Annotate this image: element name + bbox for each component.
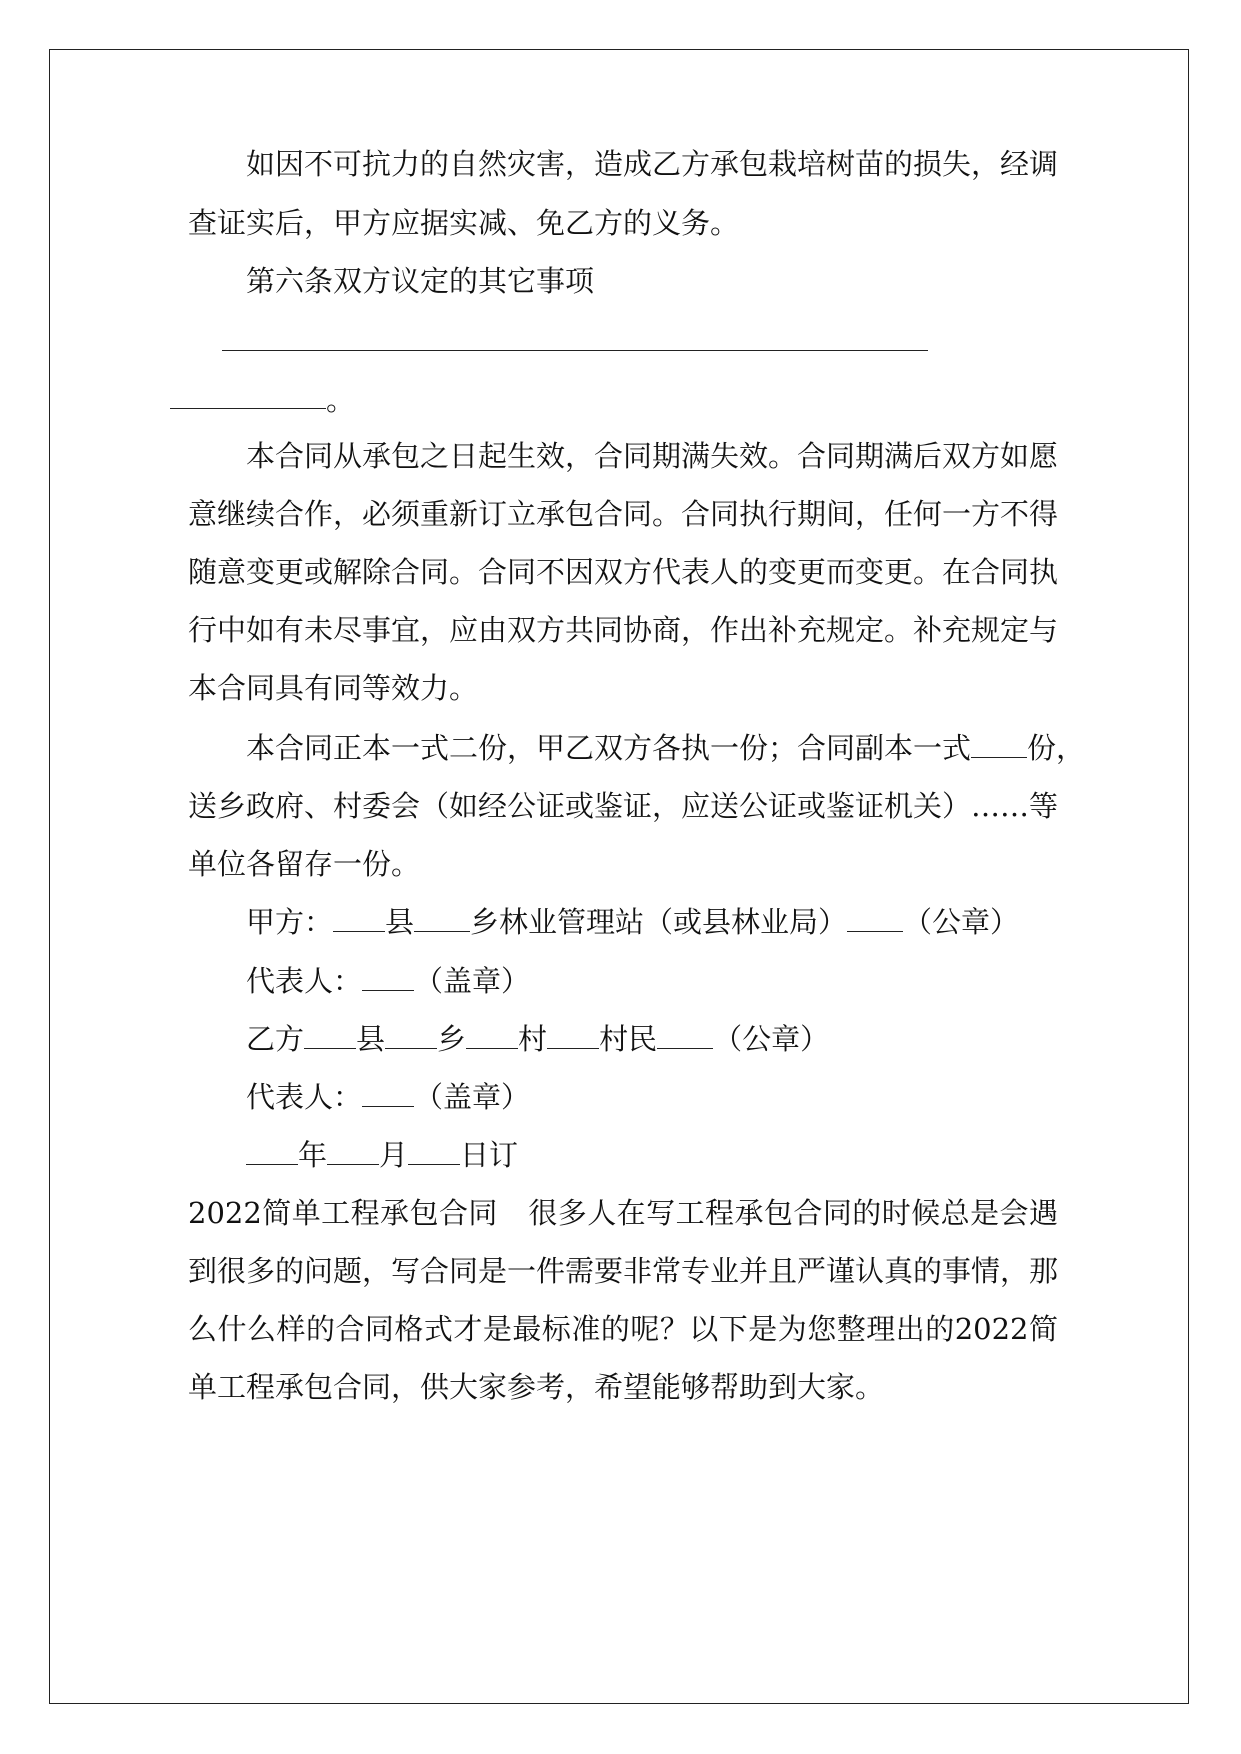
- copies-text: 本合同正本一式二份，甲乙双方各执一份；合同副本一式: [246, 731, 972, 765]
- fill-in-blank: [414, 903, 470, 932]
- year-label: 年: [298, 1138, 328, 1172]
- party-b-line: [188, 1019, 1058, 1059]
- section-heading: 第六条双方议定的其它事项: [246, 264, 595, 298]
- party-a-line: [188, 902, 1058, 942]
- paragraph-line: 查证实后，甲方应据实减、免乙方的义务。: [188, 206, 740, 240]
- fill-in-blank: [466, 1020, 518, 1049]
- county-label: 县: [356, 1022, 386, 1056]
- fill-in-blank: [971, 729, 1027, 758]
- day-label: 日订: [460, 1138, 519, 1172]
- fill-in-blank: [327, 1136, 379, 1165]
- seal-label: （公章）: [713, 1022, 830, 1056]
- fill-in-blank: [362, 1078, 414, 1107]
- representative-line: [188, 961, 1058, 1001]
- fill-in-blank: [362, 962, 414, 991]
- fill-in-blank-line: [222, 350, 928, 351]
- fill-in-blank: [246, 1136, 298, 1165]
- paragraph-line: 行中如有未尽事宜，应由双方共同协商，作出补充规定。补充规定与: [188, 613, 1059, 647]
- fill-in-blank: [385, 1020, 437, 1049]
- representative-label: 代表人：: [246, 964, 363, 998]
- seal-label: （公章）: [903, 905, 1020, 939]
- villager-label: 村民: [599, 1022, 658, 1056]
- village-label: 村: [518, 1022, 548, 1056]
- fill-in-blank: [304, 1020, 356, 1049]
- paragraph-line: 本合同从承包之日起生效，合同期满失效。合同期满后双方如愿: [246, 439, 1059, 473]
- paragraph-line: 意继续合作，必须重新订立承包合同。合同执行期间，任何一方不得: [188, 497, 1059, 531]
- party-a-label: 甲方：: [246, 905, 334, 939]
- station-label: 乡林业管理站（或县林业局）: [470, 905, 848, 939]
- party-b-label: 乙方: [246, 1022, 305, 1056]
- paragraph-line: 如因不可抗力的自然灾害，造成乙方承包栽培树苗的损失，经调: [246, 147, 1059, 181]
- fill-in-blank: [657, 1020, 713, 1049]
- copies-text: 份，: [1027, 731, 1086, 765]
- document-title: 2022简单工程承包合同: [188, 1196, 498, 1230]
- paragraph-line: 本合同具有同等效力。: [188, 671, 479, 705]
- month-label: 月: [379, 1138, 409, 1172]
- fill-in-blank: [333, 903, 385, 932]
- representative-line: [188, 1077, 1058, 1117]
- seal-label: （盖章）: [414, 1080, 531, 1114]
- paragraph-line: [188, 1193, 1058, 1233]
- date-line: [188, 1135, 1058, 1175]
- paragraph-line: 送乡政府、村委会（如经公证或鉴证，应送公证或鉴证机关）……等: [188, 789, 1059, 823]
- representative-label: 代表人：: [246, 1080, 363, 1114]
- county-label: 县: [385, 905, 415, 939]
- paragraph-line: 单工程承包合同，供大家参考，希望能够帮助到大家。: [188, 1370, 885, 1404]
- intro-text: 很多人在写工程承包合同的时候总是会遇: [527, 1196, 1058, 1230]
- paragraph-line: 么什么样的合同格式才是最标准的呢？以下是为您整理出的2022简: [188, 1312, 1058, 1346]
- seal-label: （盖章）: [414, 964, 531, 998]
- township-label: 乡: [437, 1022, 467, 1056]
- paragraph-line: [188, 728, 1086, 768]
- fill-in-blank-line: [170, 408, 326, 409]
- fill-in-blank: [408, 1136, 460, 1165]
- paragraph-line: 单位各留存一份。: [188, 847, 421, 881]
- fill-in-blank: [547, 1020, 599, 1049]
- paragraph-line: 随意变更或解除合同。合同不因双方代表人的变更而变更。在合同执: [188, 555, 1059, 589]
- fill-in-blank: [847, 903, 903, 932]
- paragraph-line: 到很多的问题，写合同是一件需要非常专业并且严谨认真的事情，那: [188, 1254, 1059, 1288]
- blank-end-mark: 。: [326, 383, 356, 417]
